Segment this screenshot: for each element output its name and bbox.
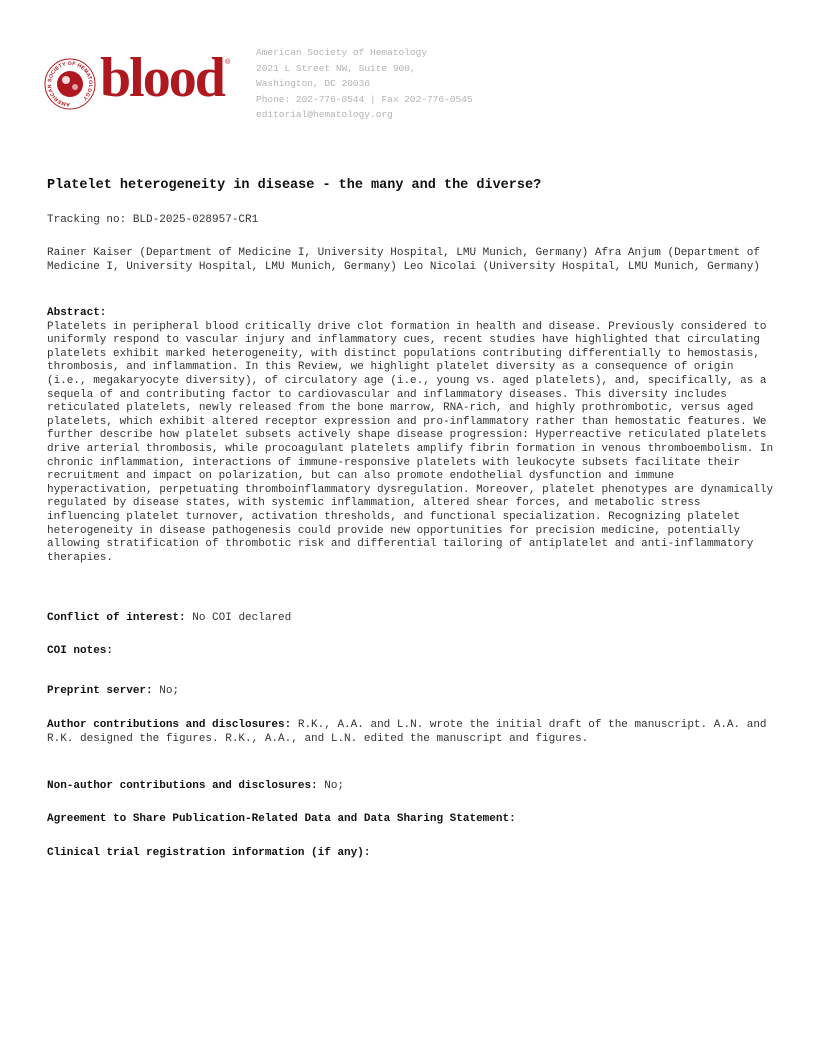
preprint-label: Preprint server [47, 685, 147, 697]
preprint-section: Preprint server: No; [47, 685, 180, 697]
preprint-value: No; [152, 685, 180, 697]
logo-wordmark: blood [100, 47, 224, 109]
clinical-trial-label: Clinical trial registration information (if any) [47, 847, 364, 859]
ash-seal-icon [42, 56, 98, 110]
coi-value: No COI declared [185, 612, 292, 624]
address-line: Washington, DC 20036 [256, 78, 371, 89]
coi-notes-section: COI notes: [47, 645, 114, 657]
article-title: Platelet heterogeneity in disease - the many and the diverse? [47, 178, 542, 193]
author-contributions-label: Author contributions and disclosures [47, 719, 285, 731]
blood-journal-logo [42, 47, 234, 110]
nonauthor-contributions-value: No; [317, 780, 345, 792]
data-sharing-section: Agreement to Share Publication-Related Data and Data Sharing Statement: [47, 813, 516, 825]
address-line: 2021 L Street NW, Suite 900, [256, 62, 416, 74]
abstract-label: Abstract: [47, 307, 107, 319]
email-link[interactable]: editorial@hematology.org [256, 109, 393, 120]
coi-notes-label: COI notes [47, 645, 107, 657]
seal-ring-text: AMERICAN SOCIETY OF HEMATOLOGY [46, 60, 94, 108]
publisher-address [256, 45, 473, 123]
abstract-section [47, 307, 777, 565]
coi-label: Conflict of interest [47, 612, 180, 624]
address-line: American Society of Hematology [256, 47, 428, 58]
author-contributions-value: R.K., A.A. and L.N. wrote the initial draft of the manuscript. A.A. and R.K. designed the figures. R.K., A.A., and L.N. edited the manuscript and figures. [47, 719, 767, 745]
author-list: Rainer Kaiser (Department of Medicine I, University Hospital, LMU Munich, Germany) Afra Anjum (Department of Medicine I, University Hospital, LMU Munich, Germany) Leo Nicolai (University Hospital, LMU Munich, Germany) [47, 247, 760, 273]
registered-mark: ® [225, 59, 231, 66]
abstract-text: Platelets in peripheral blood critically drive clot formation in health and disease. Previously considered to uniformly respond to vascular injury and inflammatory cues, recent studies have highlighted that circulating platelets exhibit marked heterogeneity, with distinct populations contributing differentially to hemostasis, thrombosis, and inflammation. In this Review, we highlight platelet diversity as a consequence of origin (i.e., megakaryocyte diversity), of circulatory age (i.e., young vs. aged platelets), and, specifically, as a sequela of and contributing factor to cardiovascular and inflammatory diseases. This diversity includes reticulated platelets, newly released from the bone marrow, RNA-rich, and highly prothrombotic, versus aged platelets, which exhibit altered receptor expression and pro-inflammatory rather than hemostatic features. We further describe how platelet subsets actively shape disease progression: Hyperreactive reticulated platelets drive arterial thrombosis, while procoagulant platelets amplify fibrin formation in venous thromboembolism. In chronic inflammation, interactions of immune-responsive platelets with leukocyte subsets facilitate their recruitment and impact on polarization, but can also promote endothelial dysfunction and immune hyperactivation, perpetuating thromboinflammatory dysregulation. Moreover, platelet phenotypes are dynamically regulated by disease states, with systemic inflammation, altered shear forces, and metabolic stress influencing platelet turnover, activation thresholds, and functional specialization. Recognizing platelet heterogeneity in disease pathogenesis could provide new opportunities for precision medicine, potentially allowing stratification of thrombotic risk and differential tailoring of antiplatelet and anti-inflammatory therapies. [47, 320, 774, 564]
tracking-number: Tracking no: BLD-2025-028957-CR1 [47, 214, 259, 226]
nonauthor-contributions-label: Non-author contributions and disclosures [47, 780, 312, 792]
data-sharing-label: Agreement to Share Publication-Related Data and Data Sharing Statement [47, 813, 510, 825]
coi-section: Conflict of interest: No COI declared [47, 612, 292, 624]
nonauthor-contributions-section: Non-author contributions and disclosures: No; [47, 780, 345, 792]
address-line: Phone: 202-776-0544 | Fax 202-776-0545 [256, 93, 473, 105]
clinical-trial-section: Clinical trial registration information (if any): [47, 847, 371, 859]
author-contributions-section: Author contributions and disclosures: R.K., A.A. and L.N. wrote the initial draft of the manuscript. A.A. and R.K. designed the figures. R.K., A.A., and L.N. edited the manuscript and figures. [47, 719, 767, 745]
